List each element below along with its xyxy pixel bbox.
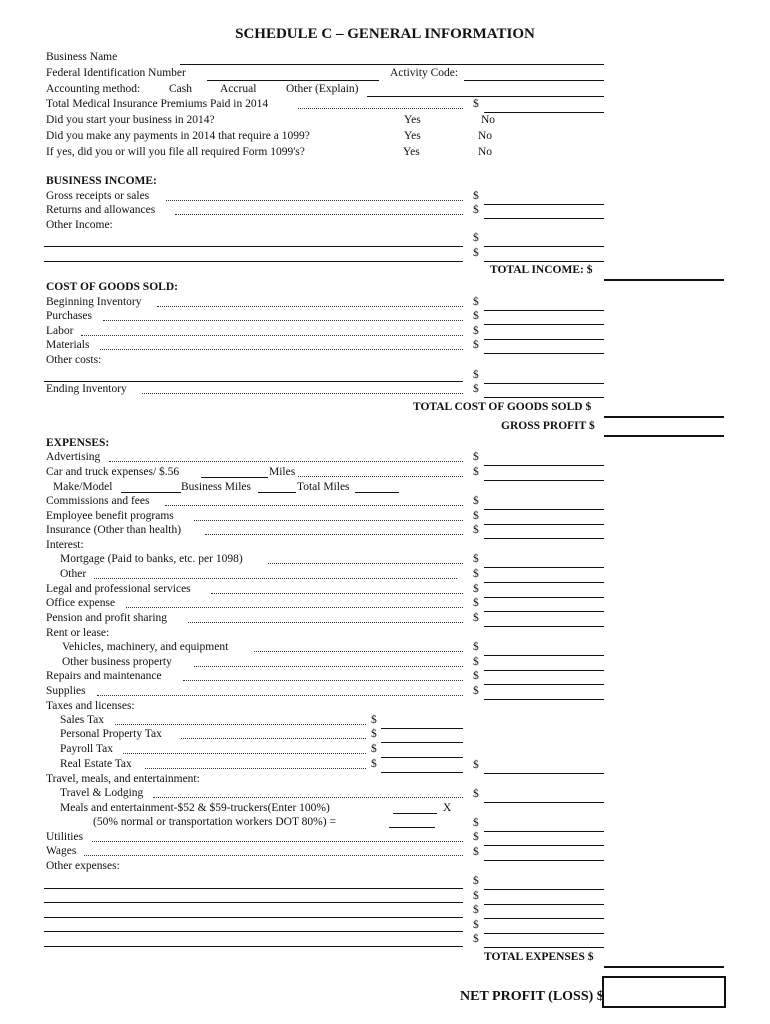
dollar-sign: $ bbox=[473, 612, 479, 624]
utilities-label: Utilities bbox=[46, 831, 84, 843]
page-title: SCHEDULE C – GENERAL INFORMATION bbox=[235, 26, 535, 42]
other-expense-amount-5[interactable] bbox=[484, 947, 604, 948]
repairs-label: Repairs and maintenance bbox=[46, 670, 162, 682]
dollar-sign: $ bbox=[473, 568, 479, 580]
dot-leader bbox=[268, 563, 463, 564]
dot-leader bbox=[84, 855, 463, 856]
filed-1099-yes[interactable]: Yes bbox=[403, 146, 420, 158]
meals-percent-label: (50% normal or transportation workers DOT 80%) = bbox=[93, 816, 336, 828]
repairs-field[interactable] bbox=[484, 684, 604, 685]
gross-profit-label: GROSS PROFIT $ bbox=[501, 420, 595, 432]
dot-leader bbox=[126, 607, 463, 608]
dot-leader bbox=[100, 349, 463, 350]
meals-percent-field[interactable] bbox=[389, 827, 435, 828]
other-property-field[interactable] bbox=[484, 670, 604, 671]
dot-leader bbox=[211, 593, 463, 594]
wages-field[interactable] bbox=[484, 860, 604, 861]
sales-tax-field[interactable] bbox=[381, 728, 463, 729]
other-expenses-label: Other expenses: bbox=[46, 860, 120, 872]
other-income-desc-2[interactable] bbox=[44, 261, 463, 262]
ending-inventory-label: Ending Inventory bbox=[46, 383, 127, 395]
dot-leader bbox=[142, 393, 463, 394]
make-model-field[interactable] bbox=[121, 492, 181, 493]
advertising-field[interactable] bbox=[484, 465, 604, 466]
pension-field[interactable] bbox=[484, 626, 604, 627]
dollar-sign: $ bbox=[473, 310, 479, 322]
dollar-sign: $ bbox=[473, 759, 479, 771]
dollar-sign: $ bbox=[473, 670, 479, 682]
meals-multiply-symbol: X bbox=[443, 802, 452, 814]
payroll-tax-label: Payroll Tax bbox=[60, 743, 113, 755]
materials-field[interactable] bbox=[484, 353, 604, 354]
purchases-field[interactable] bbox=[484, 324, 604, 325]
payments-1099-yes[interactable]: Yes bbox=[404, 130, 421, 142]
federal-id-label: Federal Identification Number bbox=[46, 67, 186, 79]
personal-property-tax-field[interactable] bbox=[381, 742, 463, 743]
dollar-sign: $ bbox=[371, 728, 377, 740]
other-expense-amount-3[interactable] bbox=[484, 918, 604, 919]
commissions-field[interactable] bbox=[484, 509, 604, 510]
dollar-sign: $ bbox=[371, 714, 377, 726]
dot-leader bbox=[194, 520, 463, 521]
dollar-sign: $ bbox=[473, 685, 479, 697]
dollar-sign: $ bbox=[473, 890, 479, 902]
personal-property-tax-label: Personal Property Tax bbox=[60, 728, 162, 740]
dot-leader bbox=[298, 108, 463, 109]
other-expense-desc-4[interactable] bbox=[44, 931, 463, 932]
labor-label: Labor bbox=[46, 325, 74, 337]
dot-leader bbox=[145, 768, 366, 769]
dollar-sign: $ bbox=[473, 933, 479, 945]
returns-label: Returns and allowances bbox=[46, 204, 156, 216]
other-costs-label: Other costs: bbox=[46, 354, 102, 366]
dollar-sign: $ bbox=[473, 296, 479, 308]
expenses-heading: EXPENSES: bbox=[46, 437, 110, 449]
dot-leader bbox=[123, 753, 366, 754]
other-costs-amount[interactable] bbox=[484, 383, 604, 384]
other-income-amount-2[interactable] bbox=[484, 261, 604, 262]
business-income-heading: BUSINESS INCOME: bbox=[46, 175, 157, 187]
filed-1099-no[interactable]: No bbox=[478, 146, 493, 158]
dollar-sign: $ bbox=[473, 325, 479, 337]
other-explain-field[interactable] bbox=[367, 96, 604, 97]
dollar-sign: $ bbox=[371, 743, 377, 755]
gross-profit-field[interactable] bbox=[604, 435, 724, 437]
dot-leader bbox=[188, 622, 463, 623]
other-expense-desc-2[interactable] bbox=[44, 902, 463, 903]
dollar-sign: $ bbox=[473, 846, 479, 858]
advertising-label: Advertising bbox=[46, 451, 101, 463]
dollar-sign: $ bbox=[473, 383, 479, 395]
car-truck-label: Car and truck expenses/ $.56 bbox=[46, 466, 180, 478]
make-model-label: Make/Model bbox=[53, 481, 113, 493]
dollar-sign: $ bbox=[473, 339, 479, 351]
pension-label: Pension and profit sharing bbox=[46, 612, 168, 624]
materials-label: Materials bbox=[46, 339, 90, 351]
dot-leader bbox=[81, 335, 463, 336]
dot-leader bbox=[205, 534, 463, 535]
meals-field[interactable] bbox=[484, 831, 604, 832]
start-business-question: Did you start your business in 2014? bbox=[46, 114, 215, 126]
sales-tax-label: Sales Tax bbox=[60, 714, 105, 726]
dot-leader bbox=[103, 320, 463, 321]
gross-receipts-label: Gross receipts or sales bbox=[46, 190, 150, 202]
taxes-total-field[interactable] bbox=[484, 773, 604, 774]
business-name-field[interactable] bbox=[180, 64, 604, 65]
dot-leader bbox=[175, 214, 463, 215]
gross-receipts-field[interactable] bbox=[484, 204, 604, 205]
dot-leader bbox=[109, 461, 463, 462]
start-business-no[interactable]: No bbox=[481, 114, 496, 126]
payroll-tax-field[interactable] bbox=[381, 757, 463, 758]
dollar-sign: $ bbox=[473, 788, 479, 800]
dollar-sign: $ bbox=[473, 831, 479, 843]
medical-insurance-field[interactable] bbox=[484, 112, 604, 113]
dollar-sign: $ bbox=[473, 247, 479, 259]
dot-leader bbox=[153, 797, 463, 798]
dollar-sign: $ bbox=[473, 597, 479, 609]
dollar-sign: $ bbox=[473, 466, 479, 478]
lodging-label: Travel & Lodging bbox=[60, 787, 144, 799]
dot-leader bbox=[298, 476, 463, 477]
lodging-field[interactable] bbox=[484, 802, 604, 803]
business-miles-field[interactable] bbox=[258, 492, 296, 493]
dollar-sign: $ bbox=[473, 553, 479, 565]
legal-label: Legal and professional services bbox=[46, 583, 191, 595]
other-explain-option[interactable]: Other (Explain) bbox=[286, 83, 359, 95]
beginning-inventory-label: Beginning Inventory bbox=[46, 296, 142, 308]
dot-leader bbox=[92, 841, 463, 842]
total-cogs-label: TOTAL COST OF GOODS SOLD $ bbox=[413, 401, 592, 413]
total-cogs-field[interactable] bbox=[604, 416, 724, 418]
dollar-sign: $ bbox=[473, 232, 479, 244]
taxes-label: Taxes and licenses: bbox=[46, 700, 135, 712]
dollar-sign: $ bbox=[473, 641, 479, 653]
interest-label: Interest: bbox=[46, 539, 84, 551]
rent-label: Rent or lease: bbox=[46, 627, 110, 639]
dot-leader bbox=[183, 680, 463, 681]
net-profit-field[interactable] bbox=[602, 976, 726, 1008]
employee-benefit-field[interactable] bbox=[484, 524, 604, 525]
dot-leader bbox=[254, 651, 463, 652]
filed-1099-question: If yes, did you or will you file all required Form 1099's? bbox=[46, 146, 305, 158]
total-miles-field[interactable] bbox=[355, 492, 399, 493]
dot-leader bbox=[194, 666, 463, 667]
dollar-sign: $ bbox=[473, 495, 479, 507]
net-profit-label: NET PROFIT (LOSS) $ bbox=[460, 989, 604, 1004]
activity-code-label: Activity Code: bbox=[390, 67, 459, 79]
total-income-label: TOTAL INCOME: $ bbox=[490, 264, 593, 276]
business-miles-label: Business Miles bbox=[181, 481, 251, 493]
supplies-field[interactable] bbox=[484, 699, 604, 700]
accrual-option[interactable]: Accrual bbox=[220, 83, 257, 95]
activity-code-field[interactable] bbox=[464, 80, 604, 81]
dollar-sign: $ bbox=[473, 904, 479, 916]
real-estate-tax-field[interactable] bbox=[381, 772, 463, 773]
vehicles-label: Vehicles, machinery, and equipment bbox=[62, 641, 229, 653]
meals-label: Meals and entertainment-$52 & $59-truckers(Enter 100%) bbox=[60, 802, 330, 814]
business-name-label: Business Name bbox=[46, 51, 118, 63]
dollar-sign: $ bbox=[473, 98, 479, 110]
utilities-field[interactable] bbox=[484, 845, 604, 846]
travel-label: Travel, meals, and entertainment: bbox=[46, 773, 200, 785]
car-truck-rate-field[interactable] bbox=[201, 477, 268, 478]
other-income-label: Other Income: bbox=[46, 219, 113, 231]
dot-leader bbox=[157, 306, 463, 307]
dollar-sign: $ bbox=[473, 583, 479, 595]
other-property-label: Other business property bbox=[62, 656, 172, 668]
accounting-method-label: Accounting method: bbox=[46, 83, 141, 95]
beginning-inventory-field[interactable] bbox=[484, 310, 604, 311]
legal-field[interactable] bbox=[484, 597, 604, 598]
dollar-sign: $ bbox=[473, 369, 479, 381]
dollar-sign: $ bbox=[371, 758, 377, 770]
other-expense-desc-1[interactable] bbox=[44, 888, 463, 889]
medical-insurance-label: Total Medical Insurance Premiums Paid in 2014 bbox=[46, 98, 269, 110]
dollar-sign: $ bbox=[473, 451, 479, 463]
federal-id-field[interactable] bbox=[207, 80, 379, 81]
other-income-desc-1[interactable] bbox=[44, 246, 463, 247]
dot-leader bbox=[166, 200, 463, 201]
start-business-yes[interactable]: Yes bbox=[404, 114, 421, 126]
other-expense-amount-2[interactable] bbox=[484, 904, 604, 905]
dollar-sign: $ bbox=[473, 524, 479, 536]
other-interest-label: Other bbox=[60, 568, 87, 580]
cogs-heading: COST OF GOODS SOLD: bbox=[46, 281, 178, 293]
miles-label: Miles bbox=[269, 466, 296, 478]
mortgage-field[interactable] bbox=[484, 567, 604, 568]
other-interest-field[interactable] bbox=[484, 582, 604, 583]
total-expenses-field[interactable] bbox=[604, 966, 724, 968]
dollar-sign: $ bbox=[473, 875, 479, 887]
dot-leader bbox=[94, 578, 457, 579]
dollar-sign: $ bbox=[473, 510, 479, 522]
wages-label: Wages bbox=[46, 845, 77, 857]
dollar-sign: $ bbox=[473, 817, 479, 829]
real-estate-tax-label: Real Estate Tax bbox=[60, 758, 132, 770]
dot-leader bbox=[165, 505, 463, 506]
other-expense-amount-4[interactable] bbox=[484, 933, 604, 934]
dot-leader bbox=[181, 738, 366, 739]
payments-1099-question: Did you make any payments in 2014 that require a 1099? bbox=[46, 130, 310, 142]
car-truck-field[interactable] bbox=[484, 480, 604, 481]
total-miles-label: Total Miles bbox=[297, 481, 350, 493]
insurance-label: Insurance (Other than health) bbox=[46, 524, 182, 536]
vehicles-field[interactable] bbox=[484, 655, 604, 656]
dollar-sign: $ bbox=[473, 919, 479, 931]
office-label: Office expense bbox=[46, 597, 116, 609]
total-expenses-label: TOTAL EXPENSES $ bbox=[484, 951, 594, 963]
other-expense-desc-5[interactable] bbox=[44, 946, 463, 947]
other-expense-amount-1[interactable] bbox=[484, 889, 604, 890]
returns-field[interactable] bbox=[484, 218, 604, 219]
purchases-label: Purchases bbox=[46, 310, 92, 322]
other-expense-desc-3[interactable] bbox=[44, 917, 463, 918]
labor-field[interactable] bbox=[484, 339, 604, 340]
supplies-label: Supplies bbox=[46, 685, 86, 697]
employee-benefit-label: Employee benefit programs bbox=[46, 510, 174, 522]
insurance-field[interactable] bbox=[484, 538, 604, 539]
payments-1099-no[interactable]: No bbox=[478, 130, 493, 142]
dot-leader bbox=[97, 695, 463, 696]
ending-inventory-field[interactable] bbox=[484, 397, 604, 398]
dollar-sign: $ bbox=[473, 656, 479, 668]
total-income-field[interactable] bbox=[604, 279, 724, 281]
dollar-sign: $ bbox=[473, 204, 479, 216]
dot-leader bbox=[115, 724, 366, 725]
other-income-amount-1[interactable] bbox=[484, 246, 604, 247]
office-field[interactable] bbox=[484, 611, 604, 612]
dollar-sign: $ bbox=[473, 190, 479, 202]
mortgage-label: Mortgage (Paid to banks, etc. per 1098) bbox=[60, 553, 243, 565]
meals-amount-field[interactable] bbox=[393, 813, 437, 814]
cash-option[interactable]: Cash bbox=[169, 83, 192, 95]
commissions-label: Commissions and fees bbox=[46, 495, 150, 507]
